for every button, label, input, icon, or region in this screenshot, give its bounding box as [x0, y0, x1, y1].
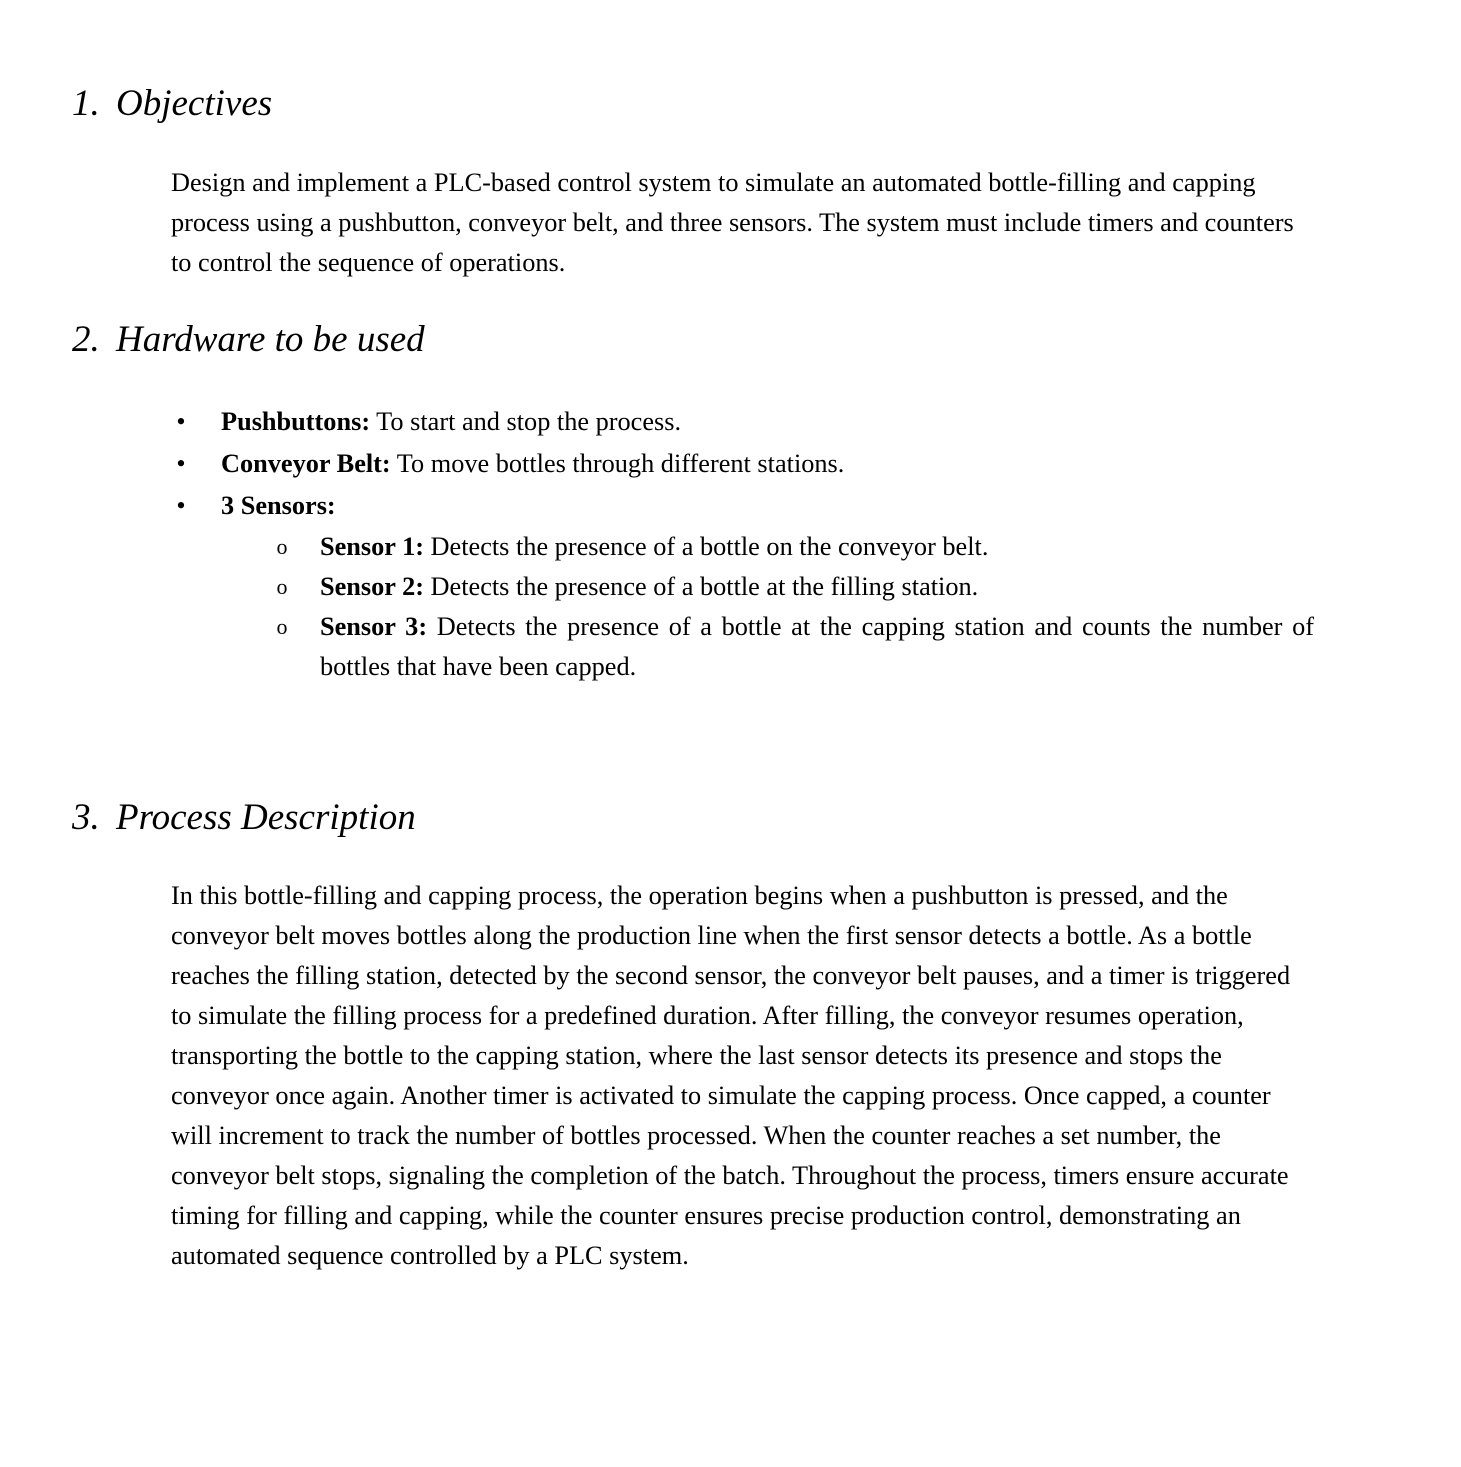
heading-title: Hardware to be used — [116, 319, 425, 360]
item-label: Sensor 3: — [320, 612, 428, 641]
heading-number: 3. — [72, 797, 100, 838]
sub-bullet-icon: o — [276, 574, 288, 599]
heading-title: Process Description — [116, 797, 416, 838]
item-text: To start and stop the process. — [370, 407, 682, 436]
item-label: Conveyor Belt: — [221, 449, 391, 478]
bullet-icon: • — [176, 407, 186, 436]
objectives-paragraph: Design and implement a PLC-based control system to simulate an automated bottle-filling and capping process using a pushbutton, conveyor belt, and three sensors. The system must include timers and counters to control the sequence of operations. — [171, 168, 1294, 277]
item-label: Sensor 1: — [320, 532, 424, 561]
heading-number: 2. — [72, 319, 100, 360]
item-label: Sensor 2: — [320, 572, 424, 601]
bullet-icon: • — [176, 449, 186, 478]
item-text: Detects the presence of a bottle at the filling station. — [423, 572, 979, 601]
item-text: Detects the presence of a bottle on the conveyor belt. — [423, 532, 989, 561]
item-label: Pushbuttons: — [221, 407, 371, 436]
bullet-icon: • — [176, 491, 186, 520]
heading-number: 1. — [72, 83, 100, 124]
heading-title: Objectives — [116, 83, 273, 124]
sub-bullet-icon: o — [276, 614, 288, 639]
heading-process — [72, 796, 416, 840]
heading-hardware — [72, 318, 425, 362]
process-paragraph: In this bottle-filling and capping process, the operation begins when a pushbutton is pressed, and the conveyor belt moves bottles along the production line when the first sensor detects a bottle. As a bottle reaches the filling station, detected by the second sensor, the conveyor belt pauses, and a timer is triggered to simulate the filling process for a predefined duration. After filling, the conveyor resumes operation, transporting the bottle to the capping station, where the last sensor detects its presence and stops the conveyor once again. Another timer is activated to simulate the capping process. Once capped, a counter will increment to track the number of bottles processed. When the counter reaches a set number, the conveyor belt stops, signaling the completion of the batch. Throughout the process, timers ensure accurate timing for filling and capping, while the counter ensures precise production control, demonstrating an automated sequence controlled by a PLC system. — [171, 881, 1291, 1270]
item-label: 3 Sensors: — [221, 491, 336, 520]
item-text: Detects the presence of a bottle at the capping station and counts the number of bottles that have been capped. — [320, 612, 1314, 681]
heading-objectives — [72, 82, 272, 126]
item-text: To move bottles through different stations. — [390, 449, 845, 478]
sub-bullet-icon: o — [276, 534, 288, 559]
